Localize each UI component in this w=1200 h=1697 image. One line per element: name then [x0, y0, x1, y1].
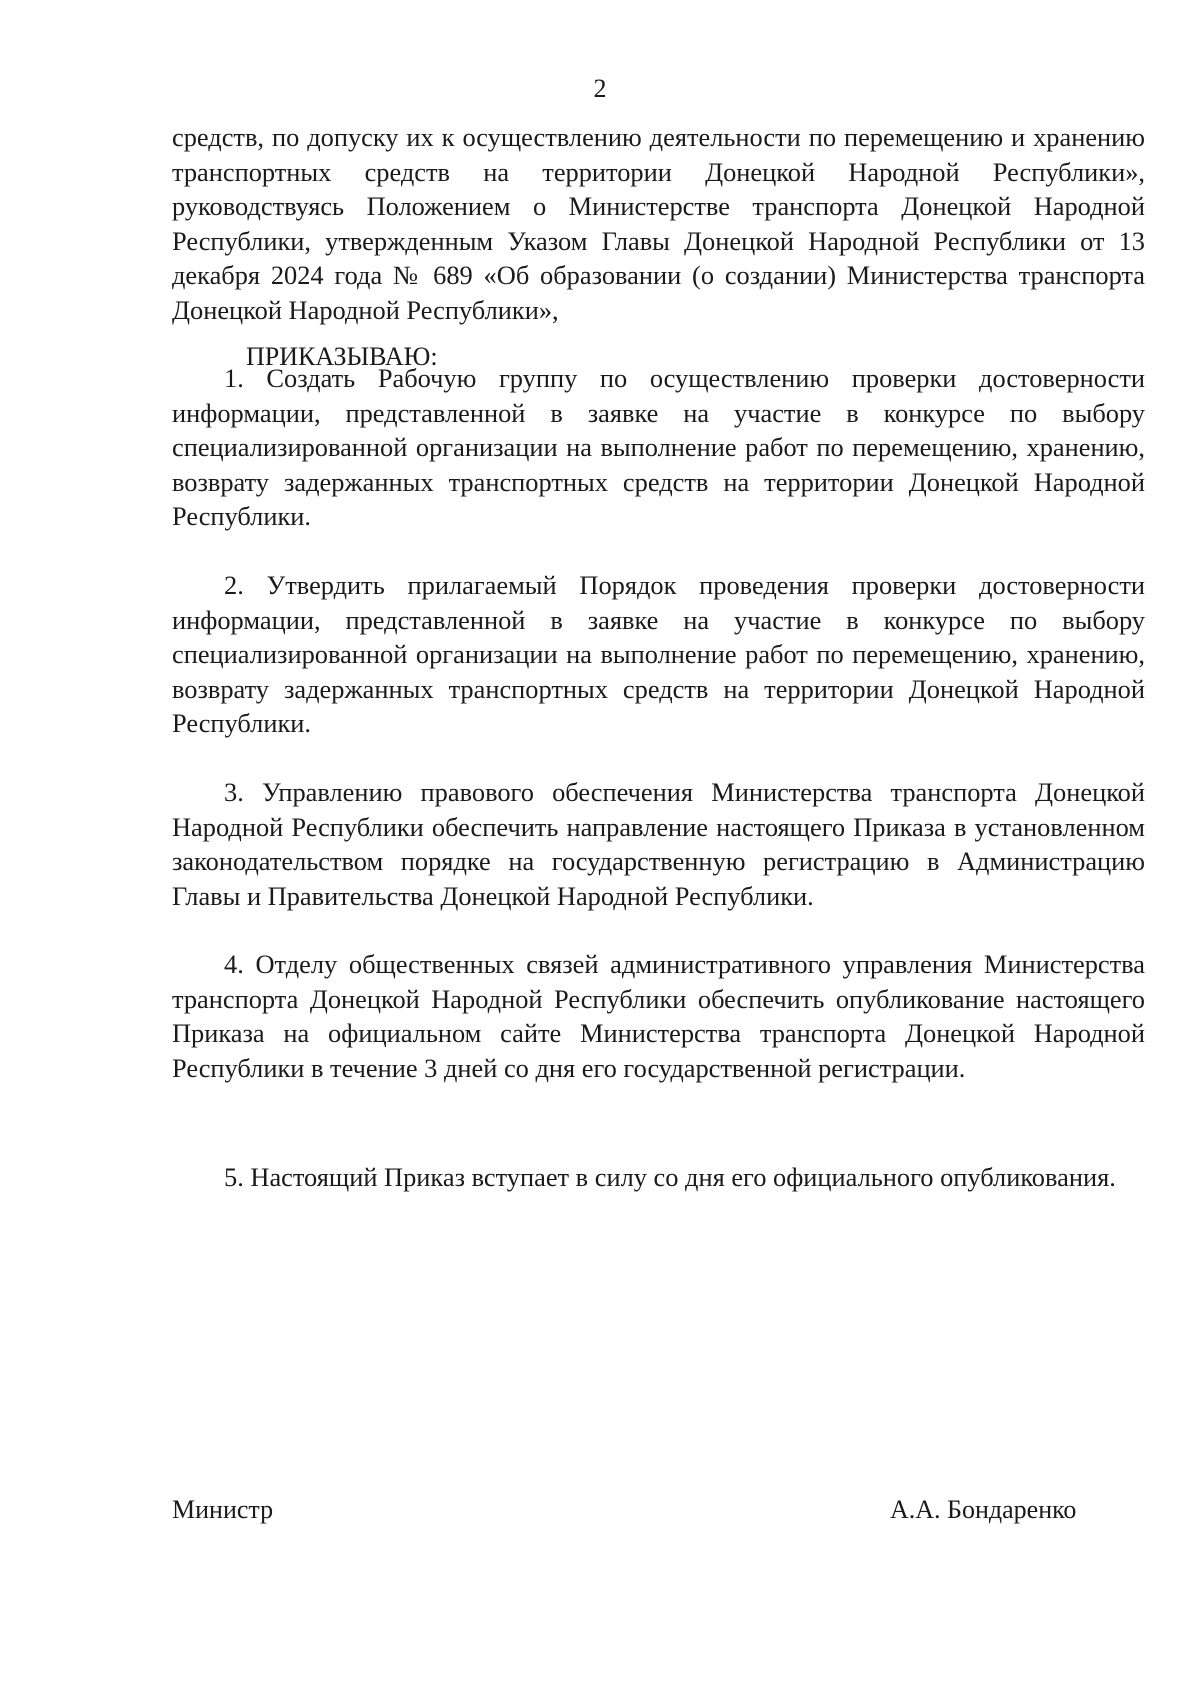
preamble-paragraph: средств, по допуску их к осуществлению деятельности по перемещению и хранению транспортных средств на территории Донецкой Народной Республики», руководствуясь Положением о Министерстве транспорта Донецкой Народной Республики, утвержденным Указом Главы Донецкой Народной Республики от 13 декабря 2024 года № 689 «Об образовании (о создании) Министерства транспорта Донецкой Народной Республики»,	[172, 122, 1145, 325]
signatory-name: А.А. Бондаренко	[890, 1495, 1077, 1524]
order-item-4: 4. Отделу общественных связей административного управления Министерства транспорта Донецкой Народной Республики обеспечить опубликование настоящего Приказа на официальном сайте Министерства транспорта Донецкой Народной Республики в течение 3 дней со дня его государственной регистрации.	[172, 949, 1145, 1083]
signatory-title: Министр	[172, 1495, 274, 1524]
order-item-1: 1. Создать Рабочую группу по осуществлению проверки достоверности информации, представленной в заявке на участие в конкурсе по выбору специализированной организации на выполнение работ по перемещению, хранению, возврату задержанных транспортных средств на территории Донецкой Народной Республики.	[172, 363, 1145, 531]
order-heading: ПРИКАЗЫВАЮ:	[246, 342, 438, 371]
page-number: 2	[593, 74, 607, 103]
order-item-5: 5. Настоящий Приказ вступает в силу со дня его официального опубликования.	[224, 1162, 1116, 1192]
order-item-3: 3. Управлению правового обеспечения Министерства транспорта Донецкой Народной Республики обеспечить направление настоящего Приказа в установленном законодательством порядке на государственную регистрацию в Администрацию Главы и Правительства Донецкой Народной Республики.	[172, 777, 1145, 911]
order-item-2: 2. Утвердить прилагаемый Порядок проведения проверки достоверности информации, представленной в заявке на участие в конкурсе по выбору специализированной организации на выполнение работ по перемещению, хранению, возврату задержанных транспортных средств на территории Донецкой Народной Республики.	[172, 570, 1145, 738]
